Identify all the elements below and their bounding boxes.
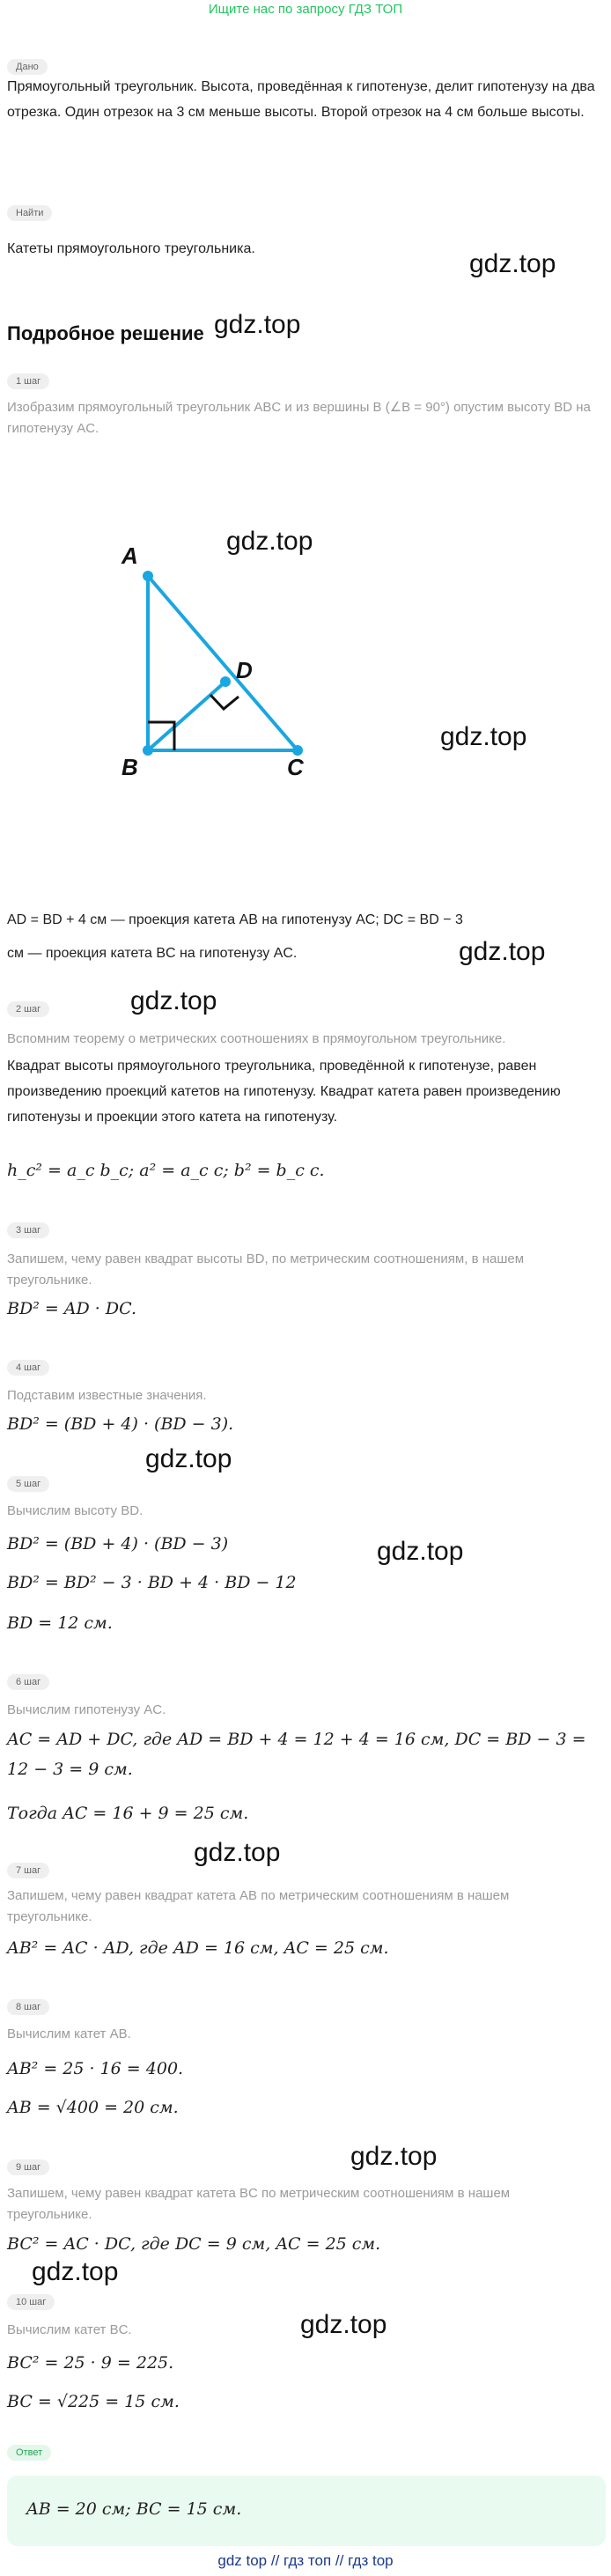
watermark: gdz.top bbox=[226, 527, 313, 556]
step-description: Изобразим прямоугольный треугольник ABC и из вершины B (∠B = 90°) опустим высоту BD на гипотенузу AC. bbox=[7, 400, 591, 436]
step7-formula: AB² = AC · AD, где AD = 16 см, AC = 25 см. bbox=[7, 1938, 389, 1958]
step5-formula-3: BD = 12 см. bbox=[7, 1613, 113, 1633]
answer-text: AB = 20 см; BC = 15 см. bbox=[26, 2499, 242, 2519]
step-description: Подставим известные значения. bbox=[7, 1388, 207, 1403]
watermark: gdz.top bbox=[32, 2257, 119, 2286]
label-c: C bbox=[287, 754, 304, 780]
step-description: Вспомним теорему о метрических соотношениях в прямоугольном треугольнике. bbox=[7, 1031, 506, 1046]
find-text: Катеты прямоугольного треугольника. bbox=[7, 241, 255, 256]
step5-formula-2: BD² = BD² − 3 · BD + 4 · BD − 12 bbox=[7, 1573, 297, 1592]
watermark: gdz.top bbox=[440, 722, 527, 751]
footer-link-gdz-top-mixed[interactable]: гдз top bbox=[348, 2552, 394, 2569]
given-text: Прямоугольный треугольник. Высота, проведённая к гипотенузе, делит гипотенузу на два отрезка. Один отрезок на 3 см меньше высоты. Второй отрезок на 4 см больше высоты. bbox=[7, 79, 595, 120]
step-tag: 9 шаг bbox=[7, 2159, 49, 2175]
step-tag: 1 шаг bbox=[7, 373, 49, 389]
footer-separator: // bbox=[270, 2552, 280, 2569]
step6-formula-2: 12 − 3 = 9 см. bbox=[7, 1760, 133, 1779]
step3-formula: BD² = AD · DC. bbox=[7, 1299, 137, 1318]
answer-tag: Ответ bbox=[7, 2445, 51, 2461]
step-tag: 8 шаг bbox=[7, 1999, 49, 2015]
given-tag: Дано bbox=[7, 59, 48, 75]
step10-formula-2: BC = √225 = 15 см. bbox=[7, 2392, 180, 2411]
watermark: gdz.top bbox=[377, 1537, 464, 1566]
watermark: gdz.top bbox=[300, 2310, 387, 2339]
watermark: gdz.top bbox=[459, 937, 546, 966]
step-description: Запишем, чему равен квадрат катета BC по метрическим соотношениям в нашем треугольнике. bbox=[7, 2186, 511, 2222]
step-tag: 10 шаг bbox=[7, 2294, 55, 2310]
step-tag: 3 шаг bbox=[7, 1222, 49, 1238]
watermark: gdz.top bbox=[214, 310, 301, 339]
watermark: gdz.top bbox=[130, 986, 217, 1015]
step10-formula-1: BC² = 25 · 9 = 225. bbox=[7, 2353, 174, 2373]
watermark: gdz.top bbox=[469, 249, 556, 278]
find-tag: Найти bbox=[7, 205, 52, 221]
answer-box bbox=[7, 2476, 606, 2546]
triangle-abc bbox=[148, 576, 298, 750]
step8-formula-2: AB = √400 = 20 см. bbox=[7, 2098, 179, 2117]
step6-formula-3: Тогда AC = 16 + 9 = 25 см. bbox=[7, 1804, 249, 1823]
label-b: B bbox=[121, 754, 138, 780]
step8-formula-1: AB² = 25 · 16 = 400. bbox=[7, 2059, 184, 2078]
altitude-bd bbox=[148, 682, 225, 750]
step5-formula-1: BD² = (BD + 4) · (BD − 3) bbox=[7, 1534, 229, 1554]
step-description: Вычислим гипотенузу AC. bbox=[7, 1702, 166, 1717]
step-tag: 7 шаг bbox=[7, 1863, 49, 1878]
triangle-figure bbox=[106, 528, 317, 784]
step6-formula-1: AC = AD + DC, где AD = BD + 4 = 12 + 4 = 16 см, DC = BD − 3 = bbox=[7, 1730, 586, 1749]
watermark: gdz.top bbox=[145, 1444, 232, 1473]
label-d: D bbox=[236, 657, 253, 683]
step-description: Вычислим катет BC. bbox=[7, 2322, 132, 2337]
footer-separator: // bbox=[335, 2552, 344, 2569]
step-description: Запишем, чему равен квадрат катета AB по метрическим соотношениям в нашем треугольнике. bbox=[7, 1888, 510, 1924]
point-d bbox=[220, 676, 231, 687]
search-hint-link[interactable]: Ищите нас по запросу ГДЗ ТОП bbox=[208, 2, 403, 17]
footer-link-gdz-top-ru[interactable]: гдз топ bbox=[283, 2552, 332, 2569]
theorem-text: Квадрат высоты прямоугольного треугольника, проведённой к гипотенузе, равен произведению проекций катетов на гипотенузу. Квадрат катета равен произведению гипотенузы и проекции этого катета на гипотенузу. bbox=[7, 1059, 561, 1125]
watermark: gdz.top bbox=[350, 2142, 438, 2171]
metric-relations-formula: h_c² = a_c b_c; a² = a_c c; b² = b_c c. bbox=[7, 1161, 325, 1180]
point-a bbox=[143, 571, 153, 581]
step9-formula: BC² = AC · DC, где DC = 9 см, AC = 25 см. bbox=[7, 2234, 381, 2254]
step-description: Запишем, чему равен квадрат высоты BD, по метрическим соотношениям, в нашем треугольнике. bbox=[7, 1251, 525, 1288]
step-tag: 6 шаг bbox=[7, 1674, 49, 1690]
solution-title: Подробное решение bbox=[7, 322, 204, 344]
step-tag: 4 шаг bbox=[7, 1360, 49, 1376]
point-b bbox=[143, 745, 153, 756]
label-a: A bbox=[121, 543, 138, 569]
step-tag: 2 шаг bbox=[7, 1001, 49, 1017]
step-description: Вычислим катет AB. bbox=[7, 2026, 131, 2041]
step1-line1: AD = BD + 4 см — проекция катета AB на гипотенузу AC; DC = BD − 3 bbox=[7, 912, 463, 927]
step-tag: 5 шаг bbox=[7, 1476, 49, 1492]
step-description: Вычислим высоту BD. bbox=[7, 1503, 144, 1518]
footer-link-gdz-top[interactable]: gdz top bbox=[217, 2552, 268, 2569]
step4-formula: BD² = (BD + 4) · (BD − 3). bbox=[7, 1414, 234, 1434]
footer-links bbox=[0, 2552, 611, 2570]
right-angle-mark-d bbox=[210, 695, 239, 709]
watermark: gdz.top bbox=[194, 1838, 281, 1867]
step1-line2: см — проекция катета BC на гипотенузу AC. bbox=[7, 946, 298, 961]
